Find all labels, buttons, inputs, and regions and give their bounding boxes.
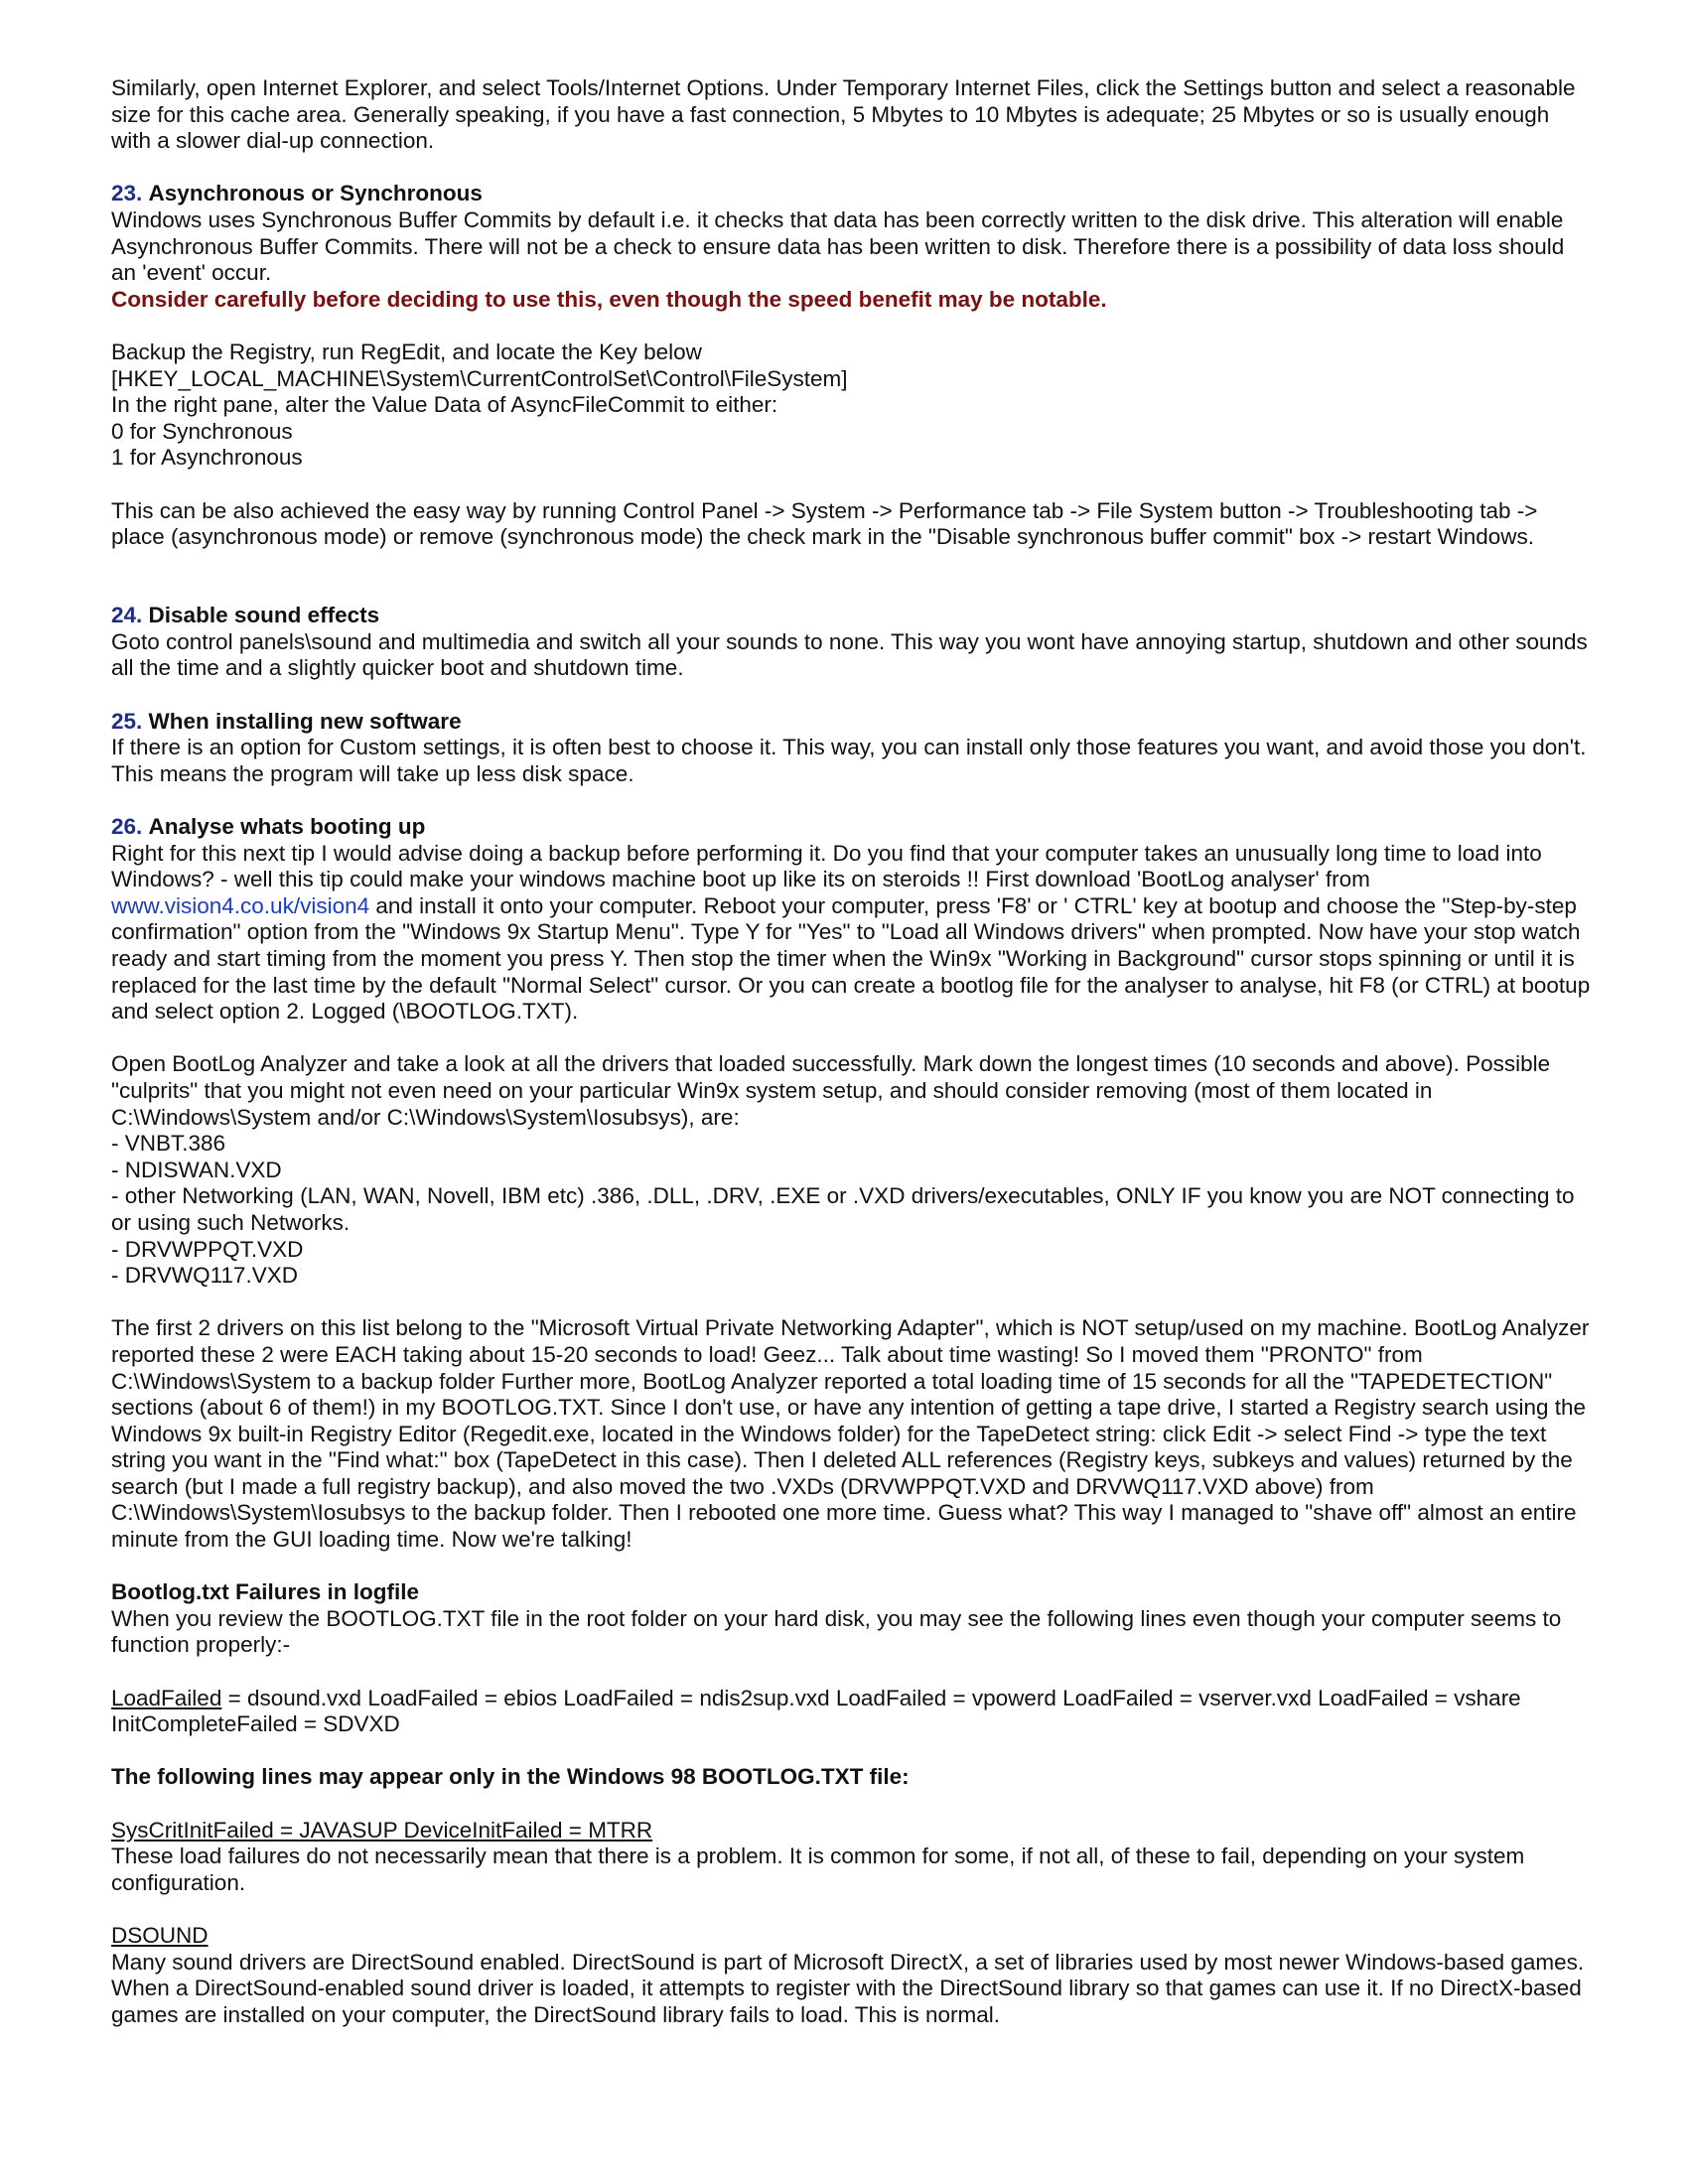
section-23-heading	[111, 181, 1591, 207]
intro-paragraph: Similarly, open Internet Explorer, and select Tools/Internet Options. Under Temporary Internet Files, click the Settings button and select a reasonable size for this cache area. Generally speaking, if you have a fast connection, 5 Mbytes to 10 Mbytes is adequate; 25 Mbytes or so is usually enough with a slower dial-up connection.	[111, 75, 1576, 154]
section-26-number: 26.	[111, 814, 143, 840]
section-23-warning: Consider carefully before deciding to use this, even though the speed benefit may be notable.	[111, 286, 1107, 312]
load-failures-explanation: These load failures do not necessarily mean that there is a problem. It is common for some, if not all, of these to fail, depending on your system configuration.	[111, 1843, 1525, 1895]
section-23-title: Asynchronous or Synchronous	[148, 181, 483, 206]
bootlog-failures-intro: When you review the BOOTLOG.TXT file in the root folder on your hard disk, you may see the following lines even though your computer seems to function properly:-	[111, 1605, 1562, 1658]
section-24-number: 24.	[111, 603, 143, 628]
section-23-step-backup: Backup the Registry, run RegEdit, and locate the Key below	[111, 339, 702, 364]
section-23-registry-key: [HKEY_LOCAL_MACHINE\System\CurrentControlSet\Control\FileSystem]	[111, 365, 848, 391]
vision4-link[interactable]: www.vision4.co.uk/vision4	[111, 892, 370, 918]
section-26-paragraph-2: Open BootLog Analyzer and take a look at all the drivers that loaded successfully. Mark down the longest times (10 seconds and above). Possible "culprits" that you might not even need on your particular Win9x system setup, and should consider removing (most of them located in C:\Windows\System and/or C:\Windows\System\Iosubsys), are:	[111, 1051, 1551, 1130]
section-23-option-async: 1 for Asynchronous	[111, 445, 303, 471]
bootlog-failures-heading: Bootlog.txt Failures in logfile	[111, 1579, 420, 1605]
section-25-heading	[111, 709, 1591, 736]
section-24-paragraph: Goto control panels\sound and multimedia and switch all your sounds to none. This way you wont have annoying startup, shutdown and other sounds all the time and a slightly quicker boot and shutdown time.	[111, 628, 1588, 681]
loadfailed-rest: = dsound.vxd LoadFailed = ebios LoadFailed = ndis2sup.vxd LoadFailed = vpowerd LoadFailed = vserver.vxd LoadFailed = vshare InitCompleteFailed = SDVXD	[111, 1685, 1521, 1737]
section-24-title: Disable sound effects	[148, 603, 380, 628]
loadfailed-lines	[111, 1686, 1591, 1738]
section-23-paragraph: Windows uses Synchronous Buffer Commits by default i.e. it checks that data has been correctly written to the disk drive. This alteration will enable Asynchronous Buffer Commits. There will not be a check to ensure data has been written to disk. Therefore there is a possibility of data loss should an 'event' occur.	[111, 206, 1565, 286]
dsound-paragraph: Many sound drivers are DirectSound enabled. DirectSound is part of Microsoft DirectX, a set of libraries used by most newer Windows-based games. When a DirectSound-enabled sound driver is loaded, it attempts to register with the DirectSound library so that games can use it. If no DirectX-based games are installed on your computer, the DirectSound library fails to load. This is normal.	[111, 1949, 1585, 2027]
section-25-title: When installing new software	[148, 708, 462, 734]
loadfailed-first: LoadFailed	[111, 1685, 222, 1710]
dsound-heading	[111, 1923, 1591, 1950]
culprit-item-3: - other Networking (LAN, WAN, Novell, IBM etc) .386, .DLL, .DRV, .EXE or .VXD drivers/executables, ONLY IF you know you are NOT connecting to or using such Networks.	[111, 1183, 1575, 1235]
section-26-paragraph-1-start: Right for this next tip I would advise doing a backup before performing it. Do you find that your computer takes an unusually long time to load into Windows? - well this tip could make your windows machine boot up like its on steroids !! First download 'BootLog analyser' from	[111, 840, 1542, 892]
section-25-number: 25.	[111, 708, 143, 734]
section-23-option-sync: 0 for Synchronous	[111, 418, 293, 444]
section-26-title: Analyse whats booting up	[148, 814, 426, 840]
section-26-paragraph-1-end: and install it onto your computer. Reboot your computer, press 'F8' or ' CTRL' key at bootup and choose the "Step-by-step confirmation" option from the "Windows 9x Startup Menu". Type Y for "Yes" to "Load all Windows drivers" when prompted. Now have your stop watch ready and start timing from the moment you press Y. Then stop the timer when the Win9x "Working in Background" cursor stops spinning or until it is replaced for the last time by the default "Normal Select" cursor. Or you can create a bootlog file for the analyser to analyse, hit F8 (or CTRL) at bootup and select option 2. Logged (\BOOTLOG.TXT).	[111, 892, 1591, 1024]
section-25-paragraph: If there is an option for Custom settings, it is often best to choose it. This way, you can install only those features you want, and avoid those you don't. This means the program will take up less disk space.	[111, 735, 1587, 786]
windows98-failed-lines	[111, 1818, 1591, 1844]
culprit-item-5: - DRVWQ117.VXD	[111, 1263, 298, 1289]
section-23-step-alter: In the right pane, alter the Value Data of AsyncFileCommit to either:	[111, 392, 778, 418]
culprit-item-2: - NDISWAN.VXD	[111, 1157, 282, 1182]
section-26-paragraph-3: The first 2 drivers on this list belong to the "Microsoft Virtual Private Networking Adapter", which is NOT setup/used on my machine. BootLog Analyzer reported these 2 were EACH taking about 15-20 seconds to load! Geez... Talk about time wasting! So I moved them "PRONTO" from C:\Windows\System to a backup folder Further more, BootLog Analyzer reported a total loading time of 15 seconds for all the "TAPEDETECTION" sections (about 6 of them!) in my BOOTLOG.TXT. Since I don't use, or have any intention of getting a tape drive, I started a Registry search using the Windows 9x built-in Registry Editor (Regedit.exe, located in the Windows folder) for the TapeDetect string: click Edit -> select Find -> type the text string you want in the "Find what:" box (TapeDetect in this case). Then I deleted ALL references (Registry keys, subkeys and values) returned by the search (but I made a full registry backup), and also moved the two .VXDs (DRVWPPQT.VXD and DRVWQ117.VXD above) from C:\Windows\System\Iosubsys to the backup folder. Then I rebooted one more time. Guess what? This way I managed to "shave off" almost an entire minute from the GUI loading time. Now we're talking!	[111, 1315, 1590, 1553]
windows98-heading: The following lines may appear only in the Windows 98 BOOTLOG.TXT file:	[111, 1764, 910, 1790]
dsound-heading-text: DSOUND	[111, 1922, 209, 1948]
document-page	[111, 75, 1591, 2028]
windows98-failed-text: SysCritInitFailed = JAVASUP DeviceInitFailed = MTRR	[111, 1817, 653, 1843]
section-26-heading	[111, 814, 1591, 841]
section-26-paragraph-1	[111, 841, 1591, 1025]
culprit-item-4: - DRVWPPQT.VXD	[111, 1236, 304, 1262]
culprit-item-1: - VNBT.386	[111, 1131, 226, 1157]
section-23-number: 23.	[111, 181, 143, 206]
section-23-easy-way: This can be also achieved the easy way by running Control Panel -> System -> Performance tab -> File System button -> Troubleshooting tab -> place (asynchronous mode) or remove (synchronous mode) the check mark in the "Disable synchronous buffer commit" box -> restart Windows.	[111, 497, 1538, 550]
section-24-heading	[111, 603, 1591, 629]
